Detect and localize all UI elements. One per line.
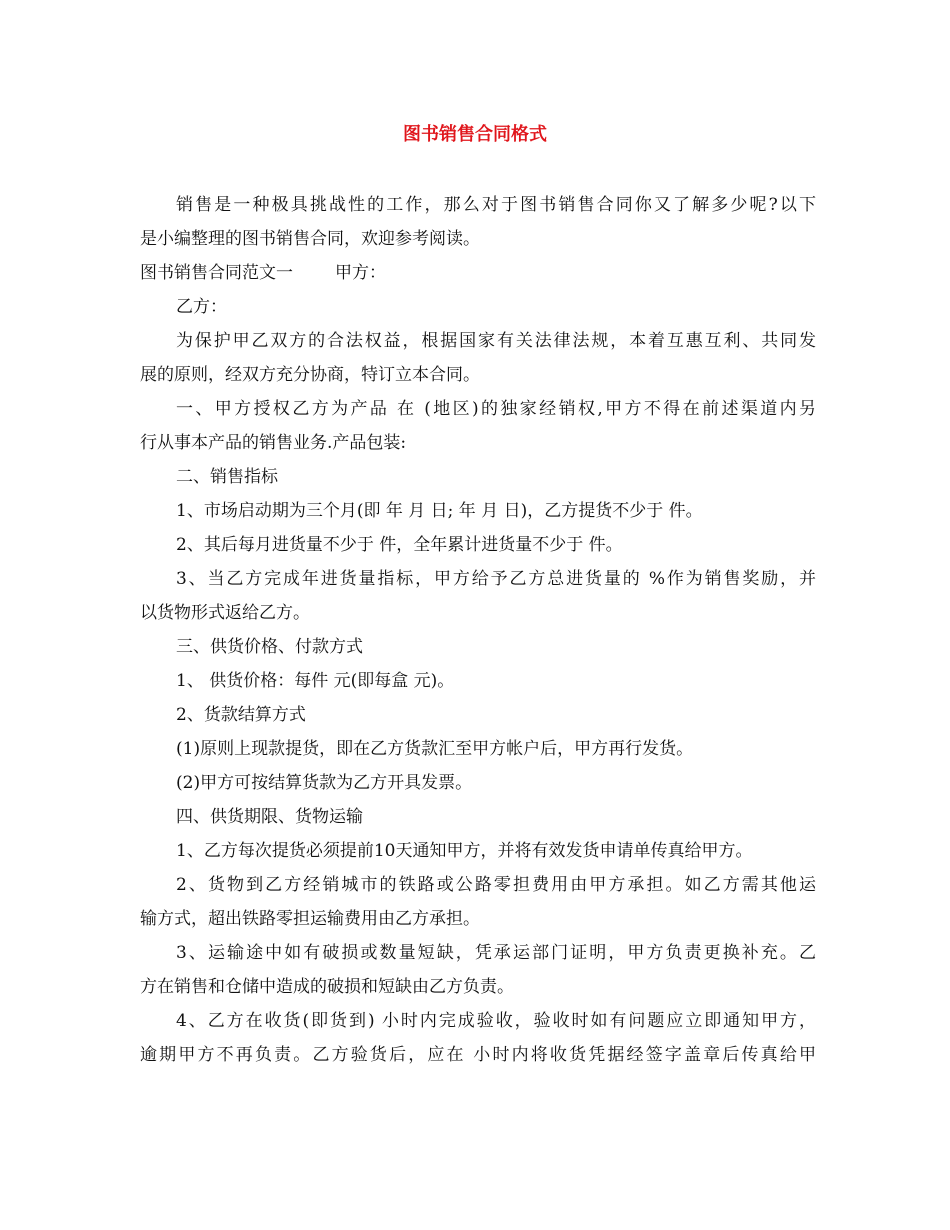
- party-b-label: 乙方：: [176, 297, 227, 317]
- paragraph-line: 一、甲方授权乙方为产品 在 (地区)的独家经销权,甲方不得在前述渠道内另: [176, 399, 816, 419]
- paragraph-line: 销售是一种极具挑战性的工作，那么对于图书销售合同你又了解多少呢?以下: [176, 195, 816, 215]
- section-heading: 四、供货期限、货物运输: [176, 807, 363, 827]
- paragraph-line: 4、乙方在收货(即货到) 小时内完成验收，验收时如有问题应立即通知甲方，: [176, 1011, 816, 1031]
- paragraph-line: 1、乙方每次提货必须提前10天通知甲方，并将有效发货申请单传真给甲方。: [176, 841, 753, 861]
- section-heading: 二、销售指标: [176, 467, 278, 487]
- paragraph-line: 为保护甲乙双方的合法权益，根据国家有关法律法规，本着互惠互利、共同发: [176, 331, 816, 351]
- section-heading: 三、供货价格、付款方式: [176, 637, 363, 657]
- paragraph-line: 3、运输途中如有破损或数量短缺，凭承运部门证明，甲方负责更换补充。乙: [176, 943, 816, 963]
- paragraph-line: 2、其后每月进货量不少于 件，全年累计进货量不少于 件。: [176, 535, 623, 555]
- paragraph-line: 2、货款结算方式: [176, 705, 306, 725]
- sample-heading-line: [140, 256, 816, 290]
- paragraph-line: (1)原则上现款提货，即在乙方货款汇至甲方帐户后，甲方再行发货。: [176, 739, 694, 759]
- paragraph-line: 逾期甲方不再负责。乙方验货后，应在 小时内将收货凭据经签字盖章后传真给甲: [140, 1045, 816, 1065]
- paragraph-line: 展的原则，经双方充分协商，特订立本合同。: [140, 365, 480, 385]
- document-title: 图书销售合同格式: [403, 124, 547, 145]
- sample-label: 图书销售合同范文一: [140, 263, 293, 283]
- paragraph-line: 输方式，超出铁路零担运输费用由乙方承担。: [140, 909, 480, 929]
- paragraph-line: 3、当乙方完成年进货量指标，甲方给予乙方总进货量的 %作为销售奖励，并: [176, 569, 816, 589]
- paragraph-line: (2)甲方可按结算货款为乙方开具发票。: [176, 773, 473, 793]
- paragraph-line: 方在销售和仓储中造成的破损和短缺由乙方负责。: [140, 977, 514, 997]
- paragraph-line: 1、 供货价格：每件 元(即每盒 元)。: [176, 671, 455, 691]
- paragraph-line: 1、市场启动期为三个月(即 年 月 日; 年 月 日)，乙方提货不少于 件。: [176, 501, 703, 521]
- paragraph-line: 2、货物到乙方经销城市的铁路或公路零担费用由甲方承担。如乙方需其他运: [176, 875, 816, 895]
- paragraph-line: 以货物形式返给乙方。: [140, 603, 310, 623]
- paragraph-line: 行从事本产品的销售业务.产品包装:: [140, 433, 407, 453]
- paragraph-line: 是小编整理的图书销售合同，欢迎参考阅读。: [140, 229, 480, 249]
- document-body: [140, 188, 816, 1072]
- party-a-label: 甲方：: [335, 263, 386, 283]
